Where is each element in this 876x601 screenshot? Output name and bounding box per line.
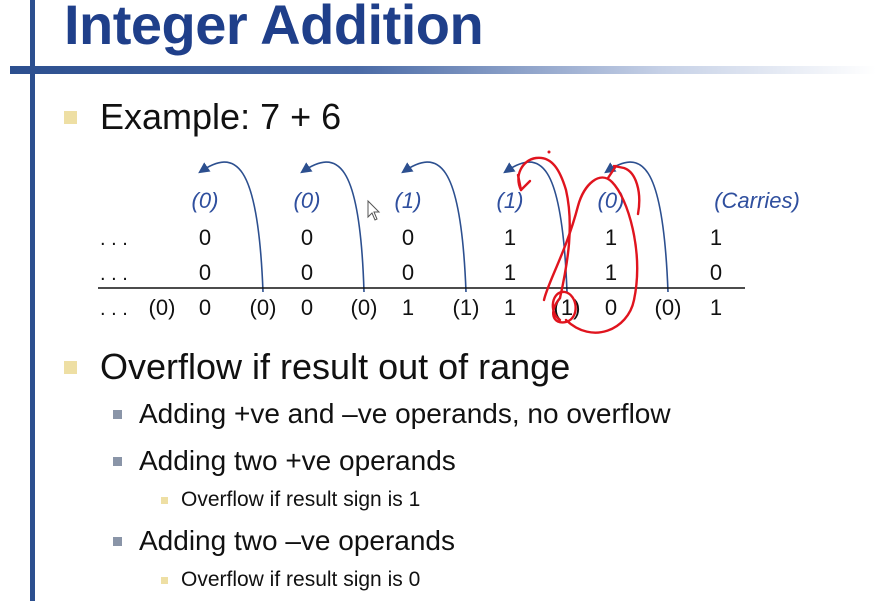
subsubbullet-positive-rule [181, 488, 420, 512]
positive-rule-text: Overflow if result sign is 1 [181, 488, 421, 511]
operand-a-bit: 1 [709, 225, 723, 250]
operand-a-bit: 1 [604, 225, 618, 250]
row-ellipsis: . . . [100, 263, 128, 285]
mouse-cursor-icon [368, 201, 379, 220]
bullet-square-icon [113, 537, 122, 546]
operand-b-bit: 0 [300, 260, 314, 285]
example-text: Example: 7 + 6 [100, 96, 342, 137]
operand-a-bit: 0 [300, 225, 314, 250]
result-carry: (1) [452, 295, 480, 320]
bullet-square-icon [64, 361, 77, 374]
result-bit: 0 [198, 295, 212, 320]
two-negative-text: Adding two –ve operands [139, 525, 455, 556]
result-bit: 1 [709, 295, 723, 320]
bullet-square-icon [113, 410, 122, 419]
result-carry: (0) [654, 295, 682, 320]
subbullet-two-negative [139, 525, 455, 557]
operand-b-bit: 0 [198, 260, 212, 285]
result-bit: 0 [604, 295, 618, 320]
result-bit: 1 [503, 295, 517, 320]
mixed-operands-text: Adding +ve and –ve operands, no overflow [139, 398, 671, 429]
subbullet-mixed-operands [139, 398, 671, 430]
carry-value: (0) [191, 188, 219, 213]
operand-b-bit: 0 [401, 260, 415, 285]
bullet-square-icon [161, 497, 168, 504]
bullet-square-icon [161, 577, 168, 584]
subsubbullet-negative-rule [181, 568, 420, 592]
operand-a-bit: 0 [401, 225, 415, 250]
operand-a-bit: 1 [503, 225, 517, 250]
carries-label: (Carries) [714, 188, 800, 213]
operand-b-bit: 0 [709, 260, 723, 285]
carry-value: (0) [293, 188, 321, 213]
two-positive-text: Adding two +ve operands [139, 445, 456, 476]
bullet-overflow [100, 346, 570, 388]
result-bit: 0 [300, 295, 314, 320]
bullet-square-icon [113, 457, 122, 466]
result-bit: 1 [401, 295, 415, 320]
carry-value: (0) [597, 188, 625, 213]
slide-title: Integer Addition [64, 0, 484, 56]
operand-b-bit: 1 [503, 260, 517, 285]
result-carry: (0) [249, 295, 277, 320]
result-carry: (0) [148, 295, 176, 320]
result-carry: (1) [553, 295, 581, 320]
carry-value: (1) [496, 188, 524, 213]
negative-rule-text: Overflow if result sign is 0 [181, 568, 421, 591]
operand-b-bit: 1 [604, 260, 618, 285]
row-ellipsis: . . . [100, 228, 128, 250]
carry-value: (1) [394, 188, 422, 213]
subbullet-two-positive [139, 445, 456, 477]
row-ellipsis: . . . [100, 298, 128, 320]
operand-a-bit: 0 [198, 225, 212, 250]
result-carry: (0) [350, 295, 378, 320]
overflow-heading: Overflow if result out of range [100, 346, 571, 387]
